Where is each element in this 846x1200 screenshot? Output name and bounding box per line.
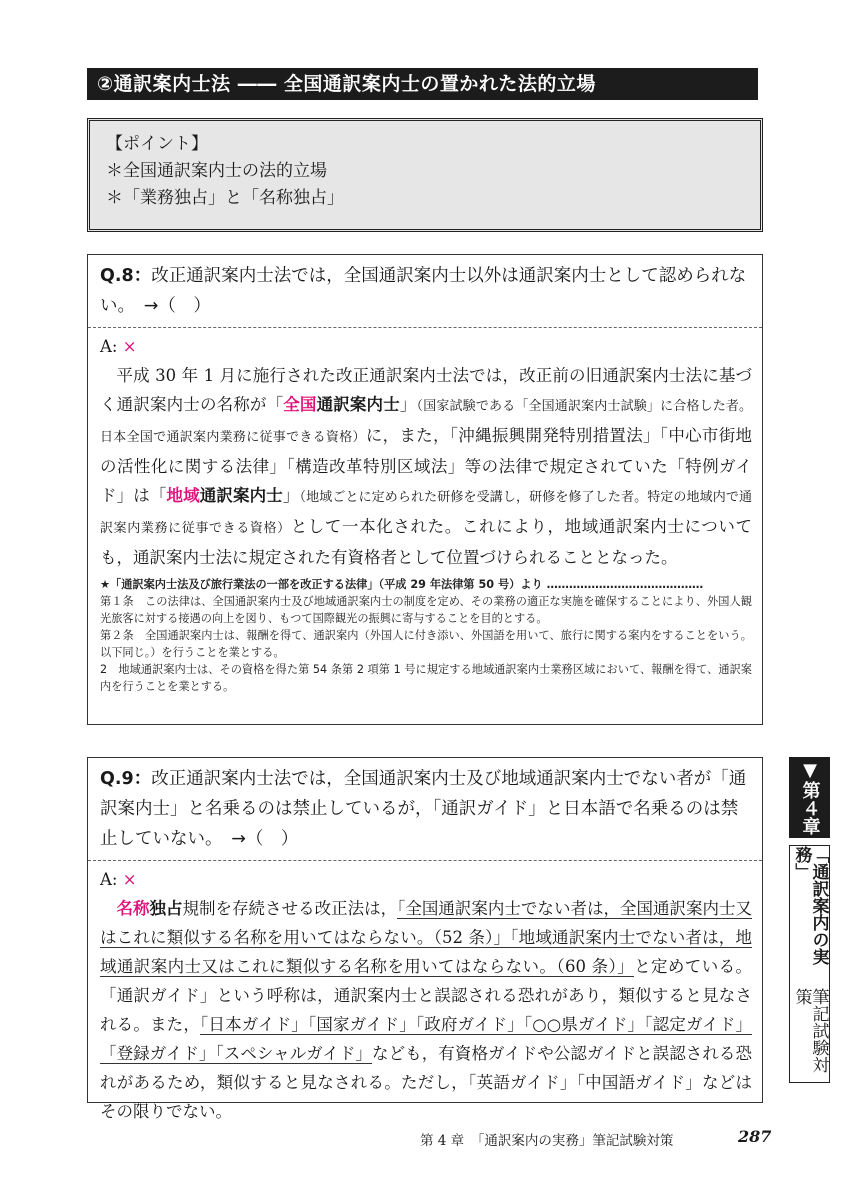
chapter-tab: ▼第４章 [789,757,830,838]
point-item: ＊「業務独占」と「名称独占」 [106,188,344,208]
section-title: ②通訳案内士法 ―― 全国通訳案内士の置かれた法的立場 [87,68,758,100]
point-heading: 【ポイント】 [106,134,208,154]
q9-answer-paragraph: 名称独占規制を存続させる改正法は，「全国通訳案内士でない者は，全国通訳案内士又はこれに類似する名称を用いてはならない。（52 条）」「地域通訳案内士でない者は，地域通訳案内士又はこれに類似する名称を用いてはならない。（60 条）」と定めている。「通訳ガイド」という呼称は，通訳案内士と誤認される恐れがあり，類似すると見なされる。また，「日本ガイド」「国家ガイド」「政府ガイド」「○○県ガイド」「認定ガイド」「登録ガイド」「スペシャルガイド」なども，有資格ガイドや公認ガイドと誤認される恐れがあるため，類似すると見なされる。ただし，「英語ガイド」「中国語ガイド」などはその限りでない。 [100,899,753,1121]
law-article-2: 第２条 全国通訳案内士は、報酬を得て、通訳案内（外国人に付き添い、外国語を用いて、旅行に関する案内をすることをいう。以下同じ。）を行うことを業とする。 [100,629,752,659]
q8-answer-paragraph: 平成 30 年 1 月に施行された改正通訳案内士法では，改正前の旧通訳案内士法に基づく通訳案内士の名称が「全国通訳案内士」（国家試験である「全国通訳案内士試験」に合格した者。日本全国で通訳案内業務に従事できる資格）に，また，「沖縄振興開発特別措置法」「中心市街地の活性化に関する法律」「構造改革特別区域法」等の法律で規定されていた「特例ガイド」は「地域通訳案内士」（地域ごとに定められた研修を受講し，研修を修了した者。特定の地域内で通訳案内業務に従事できる資格）として一本化された。これにより，地域通訳案内士についても，通訳案内士法に規定された有資格者として位置づけられることとなった。 [100,366,753,567]
answer-mark: × [122,337,137,356]
chapter-title-tab: 「通訳案内の実務」 筆記試験対策 [789,845,830,1083]
q8-label: Q.8： [100,266,152,286]
answer-mark: × [122,870,137,889]
page-number: 287 [738,1127,772,1146]
q9-question [88,758,762,860]
running-footer: 第 4 章 「通訳案内の実務」筆記試験対策 [420,1133,674,1149]
q9-question-text: 改正通訳案内士法では，全国通訳案内士及び地域通訳案内士でない者が「通訳案内士」と名乗るのは禁止しているが，「通訳ガイド」と日本語で名乗るのは禁止していない。 →（ ） [100,769,747,849]
point-item: ＊全国通訳案内士の法的立場 [106,161,327,181]
q8-question-text: 改正通訳案内士法では，全国通訳案内士以外は通訳案内士として認められない。 →（ ） [100,266,747,316]
law-article-1: 第１条 この法律は、全国通訳案内士及び地域通訳案内士の制度を定め、その業務の適正な実施を確保することにより、外国人観光旅客に対する接遇の向上を図り、もつて国際観光の振興に寄与することを目的とする。 [100,595,752,625]
q9-label: Q.9： [100,769,152,789]
law-excerpt [100,576,752,695]
q8-answer [88,328,762,701]
q9-box [87,757,763,1121]
q8-box [87,254,763,725]
law-article-2-2: 2 地域通訳案内士は、その資格を得た第 54 条第 2 項第 1 号に規定する地域通訳案内士業務区域において、報酬を得て、通訳案内を行うことを業とする。 [100,663,752,693]
answer-label: A: [100,870,123,889]
law-title: ★「通訳案内士法及び旅行業法の一部を改正する法律」（平成 29 年法律第 50 号）より …………………………………… [100,578,704,591]
q9-answer [88,861,762,1132]
point-box [87,118,763,232]
q8-question [88,255,762,327]
answer-label: A: [100,337,123,356]
